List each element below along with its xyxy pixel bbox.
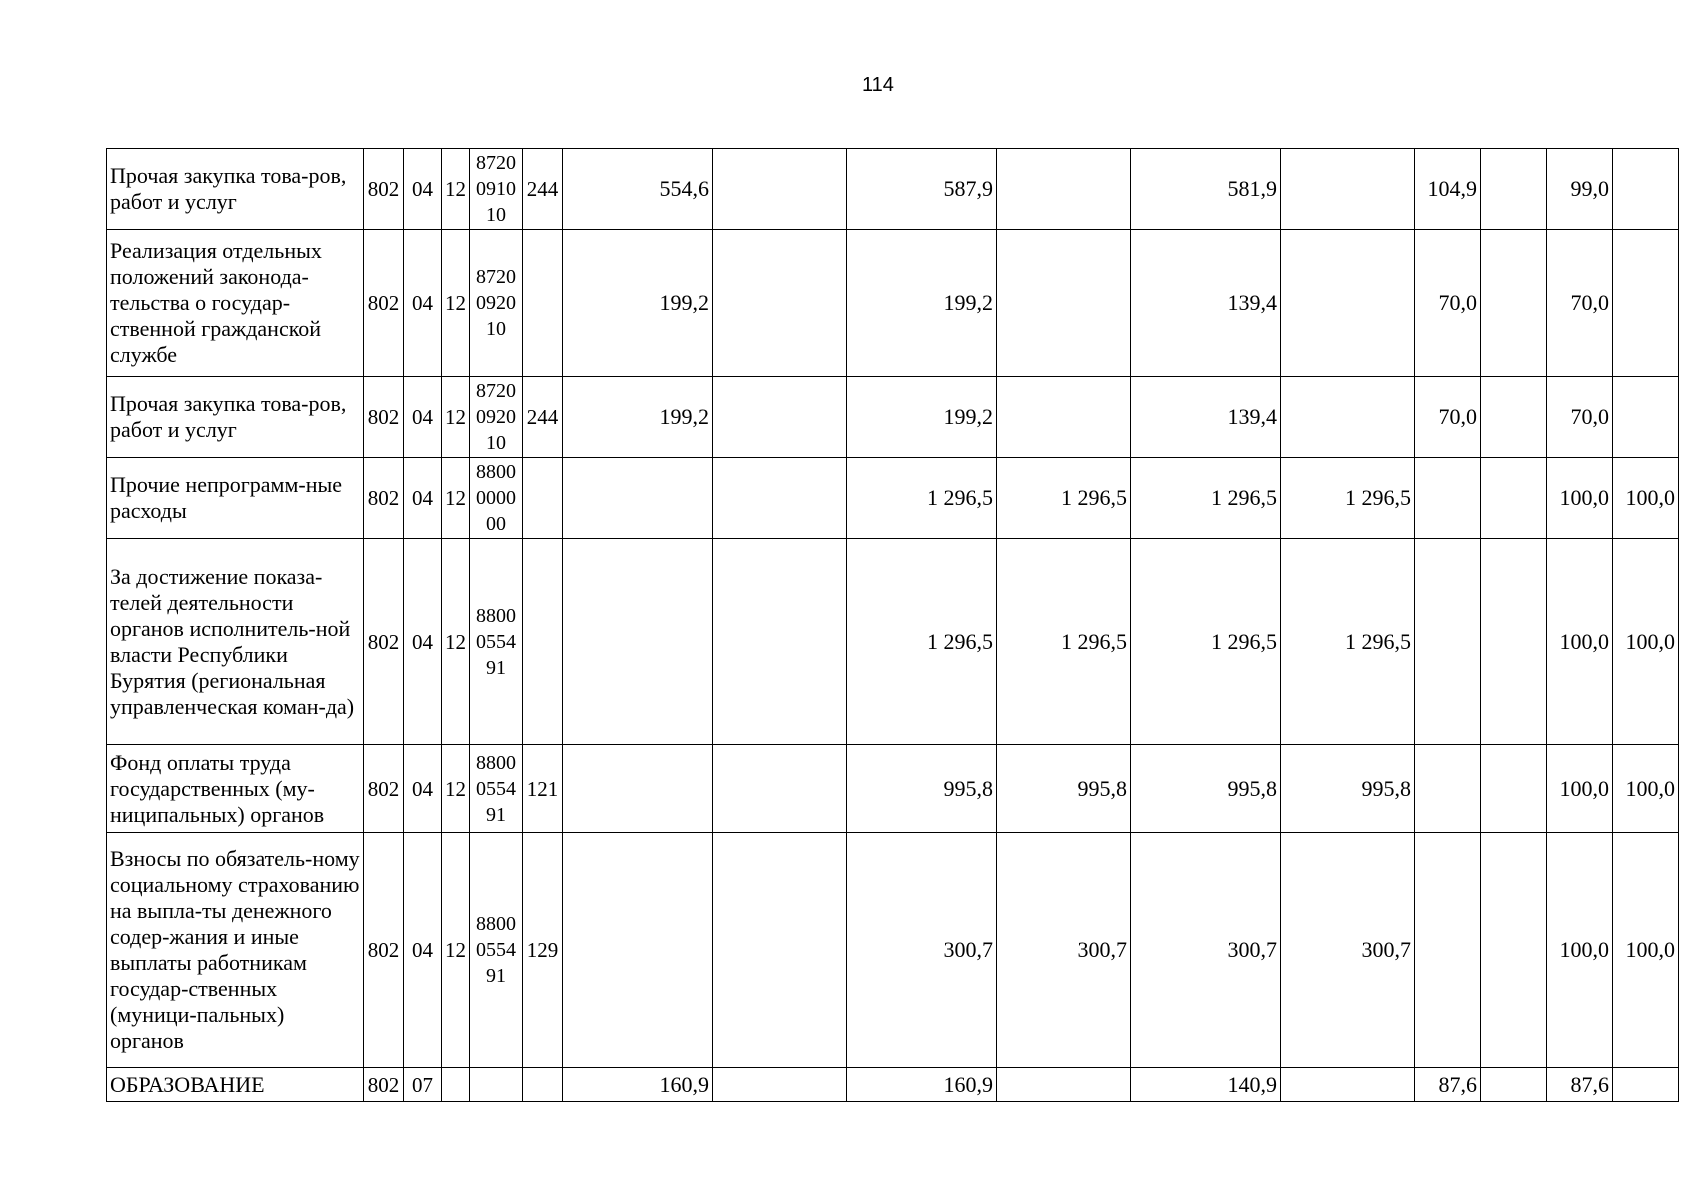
subsection-code: 12: [442, 377, 470, 458]
expense-type-code: [523, 1068, 563, 1102]
value-cell: [713, 458, 847, 539]
dept-code: 802: [364, 539, 404, 745]
expense-type-code: [523, 539, 563, 745]
dept-code: 802: [364, 149, 404, 230]
value-cell: [563, 458, 713, 539]
percent-cell: [1613, 377, 1679, 458]
percent-cell: [1613, 1068, 1679, 1102]
value-cell: 1 296,5: [997, 539, 1131, 745]
value-cell: [713, 230, 847, 377]
section-code: 04: [404, 539, 442, 745]
percent-cell: 70,0: [1547, 377, 1613, 458]
dept-code: 802: [364, 377, 404, 458]
percent-cell: [1481, 377, 1547, 458]
page-number: 114: [862, 74, 894, 96]
percent-cell: 100,0: [1613, 833, 1679, 1068]
percent-cell: [1481, 458, 1547, 539]
value-cell: [713, 149, 847, 230]
value-cell: 199,2: [847, 377, 997, 458]
percent-cell: [1481, 539, 1547, 745]
dept-code: 802: [364, 230, 404, 377]
value-cell: [1281, 1068, 1415, 1102]
percent-cell: [1481, 833, 1547, 1068]
table-row: [107, 539, 1679, 745]
value-cell: 1 296,5: [1281, 539, 1415, 745]
row-name: Прочая закупка това-ров, работ и услуг: [107, 149, 364, 230]
table-row: [107, 377, 1679, 458]
percent-cell: 87,6: [1547, 1068, 1613, 1102]
section-code: 04: [404, 745, 442, 833]
table-row: [107, 833, 1679, 1068]
value-cell: [713, 377, 847, 458]
expense-type-code: 244: [523, 149, 563, 230]
percent-cell: 100,0: [1547, 745, 1613, 833]
percent-cell: 100,0: [1547, 539, 1613, 745]
value-cell: 1 296,5: [997, 458, 1131, 539]
dept-code: 802: [364, 833, 404, 1068]
percent-cell: [1415, 745, 1481, 833]
value-cell: 300,7: [1131, 833, 1281, 1068]
value-cell: 1 296,5: [1131, 458, 1281, 539]
value-cell: 160,9: [847, 1068, 997, 1102]
percent-cell: 87,6: [1415, 1068, 1481, 1102]
section-code: 04: [404, 458, 442, 539]
value-cell: 587,9: [847, 149, 997, 230]
value-cell: 139,4: [1131, 230, 1281, 377]
value-cell: 300,7: [1281, 833, 1415, 1068]
expense-type-code: [523, 230, 563, 377]
row-name: Прочая закупка това-ров, работ и услуг: [107, 377, 364, 458]
table-row: [107, 1068, 1679, 1102]
target-article-code: [470, 1068, 523, 1102]
row-name: Реализация отдельных положений законода-тельства о государ-ственной гражданской службе: [107, 230, 364, 377]
value-cell: 199,2: [563, 377, 713, 458]
value-cell: 554,6: [563, 149, 713, 230]
value-cell: 995,8: [997, 745, 1131, 833]
percent-cell: 100,0: [1613, 539, 1679, 745]
value-cell: 581,9: [1131, 149, 1281, 230]
value-cell: 140,9: [1131, 1068, 1281, 1102]
table-row: [107, 230, 1679, 377]
value-cell: 995,8: [847, 745, 997, 833]
section-code: 04: [404, 833, 442, 1068]
target-article-code: 8800 0554 91: [470, 833, 523, 1068]
section-code: 04: [404, 149, 442, 230]
value-cell: [1281, 149, 1415, 230]
percent-cell: [1415, 539, 1481, 745]
percent-cell: 70,0: [1415, 377, 1481, 458]
target-article-code: 8720 0910 10: [470, 149, 523, 230]
expense-type-code: 129: [523, 833, 563, 1068]
value-cell: [563, 745, 713, 833]
value-cell: [1281, 230, 1415, 377]
percent-cell: [1481, 1068, 1547, 1102]
value-cell: [1281, 377, 1415, 458]
percent-cell: [1481, 149, 1547, 230]
value-cell: 995,8: [1131, 745, 1281, 833]
value-cell: 300,7: [847, 833, 997, 1068]
dept-code: 802: [364, 1068, 404, 1102]
subsection-code: 12: [442, 539, 470, 745]
row-name: Фонд оплаты труда государственных (му-ниципальных) органов: [107, 745, 364, 833]
percent-cell: 104,9: [1415, 149, 1481, 230]
expense-type-code: 121: [523, 745, 563, 833]
subsection-code: 12: [442, 458, 470, 539]
percent-cell: [1415, 458, 1481, 539]
target-article-code: 8720 0920 10: [470, 230, 523, 377]
percent-cell: [1481, 745, 1547, 833]
target-article-code: 8800 0554 91: [470, 539, 523, 745]
percent-cell: 70,0: [1547, 230, 1613, 377]
section-code: 04: [404, 377, 442, 458]
value-cell: 1 296,5: [847, 458, 997, 539]
value-cell: [563, 539, 713, 745]
value-cell: [997, 230, 1131, 377]
table-row: [107, 745, 1679, 833]
percent-cell: 70,0: [1415, 230, 1481, 377]
target-article-code: 8720 0920 10: [470, 377, 523, 458]
row-name: За достижение показа-телей деятельности органов исполнитель-ной власти Республики Бурятия (региональная управленческая коман-да): [107, 539, 364, 745]
expense-type-code: [523, 458, 563, 539]
value-cell: 1 296,5: [1281, 458, 1415, 539]
percent-cell: [1415, 833, 1481, 1068]
value-cell: 300,7: [997, 833, 1131, 1068]
dept-code: 802: [364, 745, 404, 833]
value-cell: 995,8: [1281, 745, 1415, 833]
section-code: 04: [404, 230, 442, 377]
subsection-code: 12: [442, 745, 470, 833]
percent-cell: 100,0: [1613, 458, 1679, 539]
row-name: ОБРАЗОВАНИЕ: [107, 1068, 364, 1102]
value-cell: [713, 833, 847, 1068]
value-cell: 1 296,5: [1131, 539, 1281, 745]
value-cell: [713, 745, 847, 833]
subsection-code: 12: [442, 230, 470, 377]
value-cell: [997, 377, 1131, 458]
budget-table: [106, 148, 1679, 1102]
percent-cell: [1613, 149, 1679, 230]
value-cell: [563, 833, 713, 1068]
value-cell: [997, 149, 1131, 230]
subsection-code: [442, 1068, 470, 1102]
table-row: [107, 458, 1679, 539]
section-code: 07: [404, 1068, 442, 1102]
value-cell: 199,2: [847, 230, 997, 377]
value-cell: [713, 1068, 847, 1102]
percent-cell: 100,0: [1613, 745, 1679, 833]
row-name: Взносы по обязатель-ному социальному страхованию на выпла-ты денежного содер-жания и иные выплаты работникам государ-ственных (муници-пальных) органов: [107, 833, 364, 1068]
value-cell: [713, 539, 847, 745]
percent-cell: 100,0: [1547, 458, 1613, 539]
percent-cell: 99,0: [1547, 149, 1613, 230]
row-name: Прочие непрограмм-ные расходы: [107, 458, 364, 539]
subsection-code: 12: [442, 833, 470, 1068]
value-cell: 139,4: [1131, 377, 1281, 458]
percent-cell: [1481, 230, 1547, 377]
table-row: [107, 149, 1679, 230]
value-cell: 1 296,5: [847, 539, 997, 745]
percent-cell: [1613, 230, 1679, 377]
expense-type-code: 244: [523, 377, 563, 458]
subsection-code: 12: [442, 149, 470, 230]
percent-cell: 100,0: [1547, 833, 1613, 1068]
target-article-code: 8800 0554 91: [470, 745, 523, 833]
value-cell: 160,9: [563, 1068, 713, 1102]
target-article-code: 8800 0000 00: [470, 458, 523, 539]
value-cell: [997, 1068, 1131, 1102]
value-cell: 199,2: [563, 230, 713, 377]
dept-code: 802: [364, 458, 404, 539]
